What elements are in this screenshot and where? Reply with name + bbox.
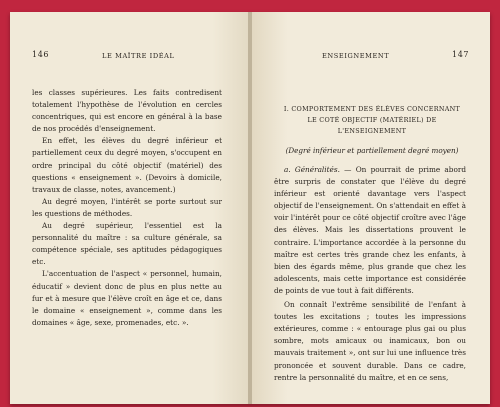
section-subtitle: (Degré inférieur et partiellement degré moyen)	[285, 146, 459, 155]
running-head: LE MAÎTRE IDÉAL	[102, 52, 175, 60]
body-text	[274, 164, 466, 384]
paragraph: On connaît l'extrême sensibilité de l'enfant à toutes les excitations ; toutes les impressions extérieures, comme : « entourage plus gai ou plus sombre, mots amicaux ou inamicaux, bon ou mauvais traitement », ont sur lui une influence très prononcée et souvent durable. Dans ce cadre, rentre la personnalité du maître, et en ce sens,	[274, 300, 466, 382]
paragraph: En effet, les élèves du degré inférieur et partiellement ceux du degré moyen, s'occupent en ordre principal du côté objectif (matériel) des questions « enseignement ». (Devoirs à domicile, travaux de classe, notes, avancement.)	[32, 136, 222, 194]
paragraph: L'accentuation de l'aspect « personnel, humain, éducatif » devient donc de plus en plus nette au fur et à mesure que l'élève croît en âge et ce, dans le domaine « enseignement », comme dans les domaines « âge, sexe, promenades, etc. ».	[32, 269, 222, 327]
paragraph: Au degré moyen, l'intérêt se porte surtout sur les questions de méthodes.	[32, 196, 222, 218]
paragraph-text: — On pourrait de prime abord être surpris de constater que l'élève du degré inférieur est orienté davantage vers l'aspect objectif de l'enseignement. On s'attendait en effet à voir l'intérêt pour ce côté objectif croître avec l'âge des élèves. Mais les dissertations prouvent le contraire. L'importance accordée à la personne du maître est certes très grande chez les enfants, à bien des égards même, plus grande que chez les adolescents, mais cette importance est considérée de points de vue tout à fait différents.	[274, 165, 466, 295]
right-page	[252, 12, 490, 404]
body-text	[32, 87, 222, 329]
running-head: ENSEIGNEMENT	[322, 52, 390, 60]
page-number: 147	[452, 50, 470, 59]
paragraph	[274, 164, 466, 297]
section-title: I. COMPORTEMENT DES ÉLÈVES CONCERNANT LE COTÉ OBJECTIF (MATÉRIEL) DE L'ENSEIGNEMENT	[283, 105, 461, 135]
paragraph-label: a. Généralités.	[284, 165, 340, 174]
page-number: 146	[32, 50, 50, 59]
paragraph: Au degré supérieur, l'essentiel est la personnalité du maître : sa culture générale, sa compétence spéciale, ses aptitudes pédagogiques etc.	[32, 221, 222, 267]
left-page	[10, 12, 248, 404]
paragraph: les classes supérieures. Les faits contredisent totalement l'hypothèse de l'évolution en cercles concentriques, qui est encore en général à la base de nos procédés d'enseignement.	[32, 88, 222, 134]
open-book	[10, 12, 490, 404]
